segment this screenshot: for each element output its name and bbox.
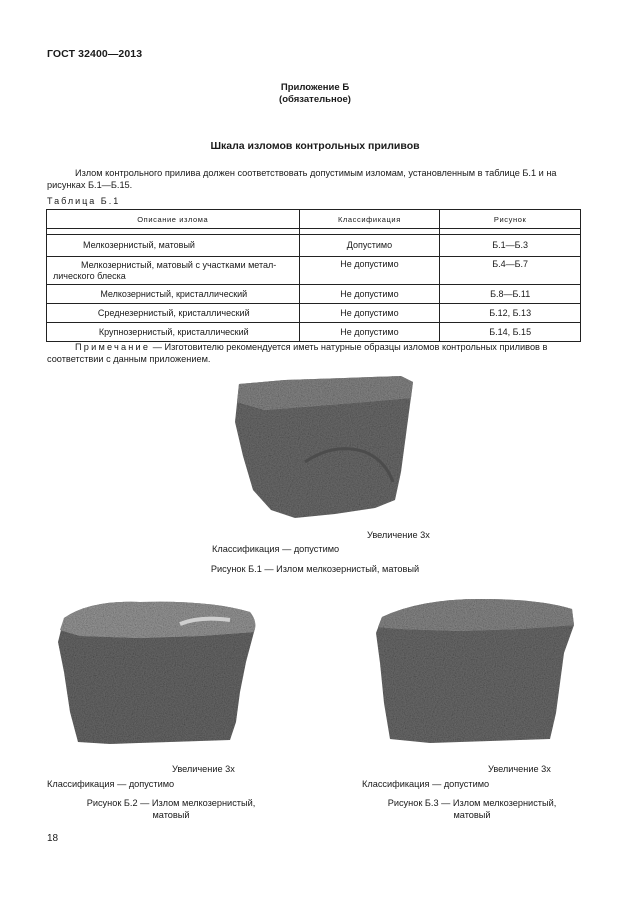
figure-b3-classification: Классификация — допустимо bbox=[362, 779, 490, 789]
column-header-classification: Классификация bbox=[299, 210, 440, 229]
document-standard-header: ГОСТ 32400—2013 bbox=[47, 48, 143, 60]
table-row bbox=[47, 235, 581, 257]
annex-title: Приложение Б bbox=[280, 82, 350, 93]
figure-b1-magnification: Увеличение 3х bbox=[367, 530, 430, 540]
table-header-row bbox=[47, 210, 581, 229]
table-note bbox=[47, 341, 583, 365]
table-cell-description: Среднезернистый, кристаллический bbox=[47, 304, 300, 323]
figure-b1-caption: Рисунок Б.1 — Излом мелкозернистый, матовый bbox=[210, 564, 420, 574]
section-title: Шкала изломов контрольных приливов bbox=[210, 140, 420, 152]
figure-b2-magnification: Увеличение 3х bbox=[172, 764, 235, 774]
table-cell-description: Мелкозернистый, матовый bbox=[47, 235, 300, 257]
table-row bbox=[47, 323, 581, 342]
table-row bbox=[47, 257, 581, 285]
annex-heading bbox=[0, 82, 630, 106]
note-label: Примечание bbox=[75, 342, 151, 352]
column-header-description: Описание излома bbox=[47, 210, 300, 229]
table-cell-description: Мелкозернистый, кристаллический bbox=[47, 285, 300, 304]
table-cell-figure: Б.8—Б.11 bbox=[440, 285, 581, 304]
figure-b2-caption-line1: Рисунок Б.2 — Излом мелкозернистый, bbox=[86, 798, 256, 808]
table-cell-description: Мелкозернистый, матовый с участками метал- лического блеска bbox=[47, 257, 300, 285]
figure-b3-fracture-photo bbox=[370, 593, 582, 745]
table-cell-figure: Б.4—Б.7 bbox=[440, 257, 581, 285]
table-cell-classification: Не допустимо bbox=[299, 257, 440, 285]
table-row bbox=[47, 285, 581, 304]
figure-b2-classification: Классификация — допустимо bbox=[47, 779, 175, 789]
table-cell-classification: Не допустимо bbox=[299, 323, 440, 342]
table-cell-classification: Допустимо bbox=[299, 235, 440, 257]
figure-b3-caption-line2: матовый bbox=[453, 810, 491, 820]
figure-b1-classification: Классификация — допустимо bbox=[212, 544, 340, 554]
figure-b2-fracture-photo bbox=[50, 592, 262, 748]
table-row bbox=[47, 304, 581, 323]
annex-status: (обязательное) bbox=[279, 94, 351, 105]
figure-b3-caption-line1: Рисунок Б.3 — Излом мелкозернистый, bbox=[387, 798, 557, 808]
column-header-figure: Рисунок bbox=[440, 210, 581, 229]
table-cell-figure: Б.1—Б.3 bbox=[440, 235, 581, 257]
figure-b2-caption-line2: матовый bbox=[152, 810, 190, 820]
intro-paragraph: Излом контрольного прилива должен соответствовать допустимым изломам, установленным в таблице Б.1 и на рисунках Б.1—Б.15. bbox=[47, 168, 557, 190]
fracture-scale-table bbox=[46, 209, 581, 342]
figure-b2-caption bbox=[66, 797, 276, 821]
page-number: 18 bbox=[47, 833, 59, 844]
note-text: — Изготовителю рекомендуется иметь натурные образцы изломов контрольных приливов в соответствии с данным приложением. bbox=[47, 342, 548, 364]
table-cell-figure: Б.12, Б.13 bbox=[440, 304, 581, 323]
table-cell-classification: Не допустимо bbox=[299, 304, 440, 323]
figure-b3-caption bbox=[367, 797, 577, 821]
figure-b1-fracture-photo bbox=[225, 372, 425, 524]
table-cell-classification: Не допустимо bbox=[299, 285, 440, 304]
figure-b3-magnification: Увеличение 3х bbox=[488, 764, 551, 774]
table-label: Таблица Б.1 bbox=[47, 196, 121, 206]
table-cell-figure: Б.14, Б.15 bbox=[440, 323, 581, 342]
table-cell-description: Крупнозернистый, кристаллический bbox=[47, 323, 300, 342]
